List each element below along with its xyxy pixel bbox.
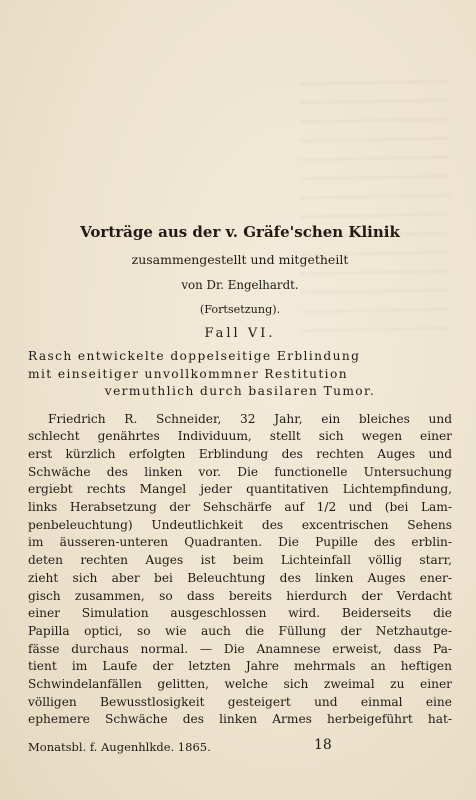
body-line: einer Simulation ausgeschlossen wird. Beiderseits die: [28, 606, 452, 621]
body-line: Schwäche des linken vor. Die functionelle Untersuchung: [28, 464, 452, 479]
article-title: Vorträge aus der v. Gräfe'schen Klinik: [80, 223, 400, 241]
body-line: deten rechten Auges ist beim Lichteinfall völlig starr,: [28, 553, 452, 568]
body-line: ergiebt rechts Mangel jeder quantitativen Lichtempfindung,: [28, 482, 452, 497]
body-line: tient im Laufe der letzten Jahre mehrmals an heftigen: [28, 659, 452, 674]
page-number: 18: [314, 737, 332, 753]
body-line: völligen Bewusstlosigkeit gesteigert und einmal eine: [28, 694, 452, 709]
body-line: Friedrich R. Schneider, 32 Jahr, ein bleiches und: [48, 411, 452, 426]
body-line: fässe durchaus normal. — Die Anamnese erweist, dass Pa-: [28, 641, 452, 656]
article-subtitle: zusammengestellt und mitgetheilt: [131, 252, 349, 267]
case-body: [28, 411, 452, 730]
author-byline: von Dr. Engelhardt.: [181, 278, 299, 292]
journal-signature: Monatsbl. f. Augenhlkde. 1865.: [28, 740, 211, 754]
body-line: Papilla optici, so wie auch die Füllung der Netzhautge-: [28, 623, 452, 638]
summary-line: vermuthlich durch basilaren Tumor.: [104, 384, 376, 398]
body-line: ephemere Schwäche des linken Armes herbeigeführt hat-: [28, 712, 452, 727]
case-heading: Fall VI.: [204, 326, 276, 341]
continuation-note: (Fortsetzung).: [199, 303, 281, 316]
body-line: gisch zusammen, so dass bereits hierdurch der Verdacht: [28, 588, 452, 603]
body-line: im äusseren-unteren Quadranten. Die Pupille des erblin-: [28, 535, 452, 550]
body-line: links Herabsetzung der Sehschärfe auf 1/2 und (bei Lam-: [28, 500, 452, 515]
summary-line: Rasch entwickelte doppelseitige Erblindung: [28, 349, 361, 363]
article-content: [28, 222, 452, 729]
summary-line: mit einseitiger unvollkommner Restitution: [28, 366, 348, 381]
case-summary: [28, 348, 452, 401]
body-line: schlecht genährtes Individuum, stellt sich wegen einer: [28, 429, 452, 444]
body-line: Schwindelanfällen gelitten, welche sich zweimal zu einer: [28, 677, 452, 692]
body-line: penbeleuchtung) Undeutlichkeit des excentrischen Sehens: [28, 517, 452, 532]
body-line: zieht sich aber bei Beleuchtung des linken Auges ener-: [28, 570, 452, 585]
body-line: erst kürzlich erfolgten Erblindung des rechten Auges und: [28, 446, 452, 461]
